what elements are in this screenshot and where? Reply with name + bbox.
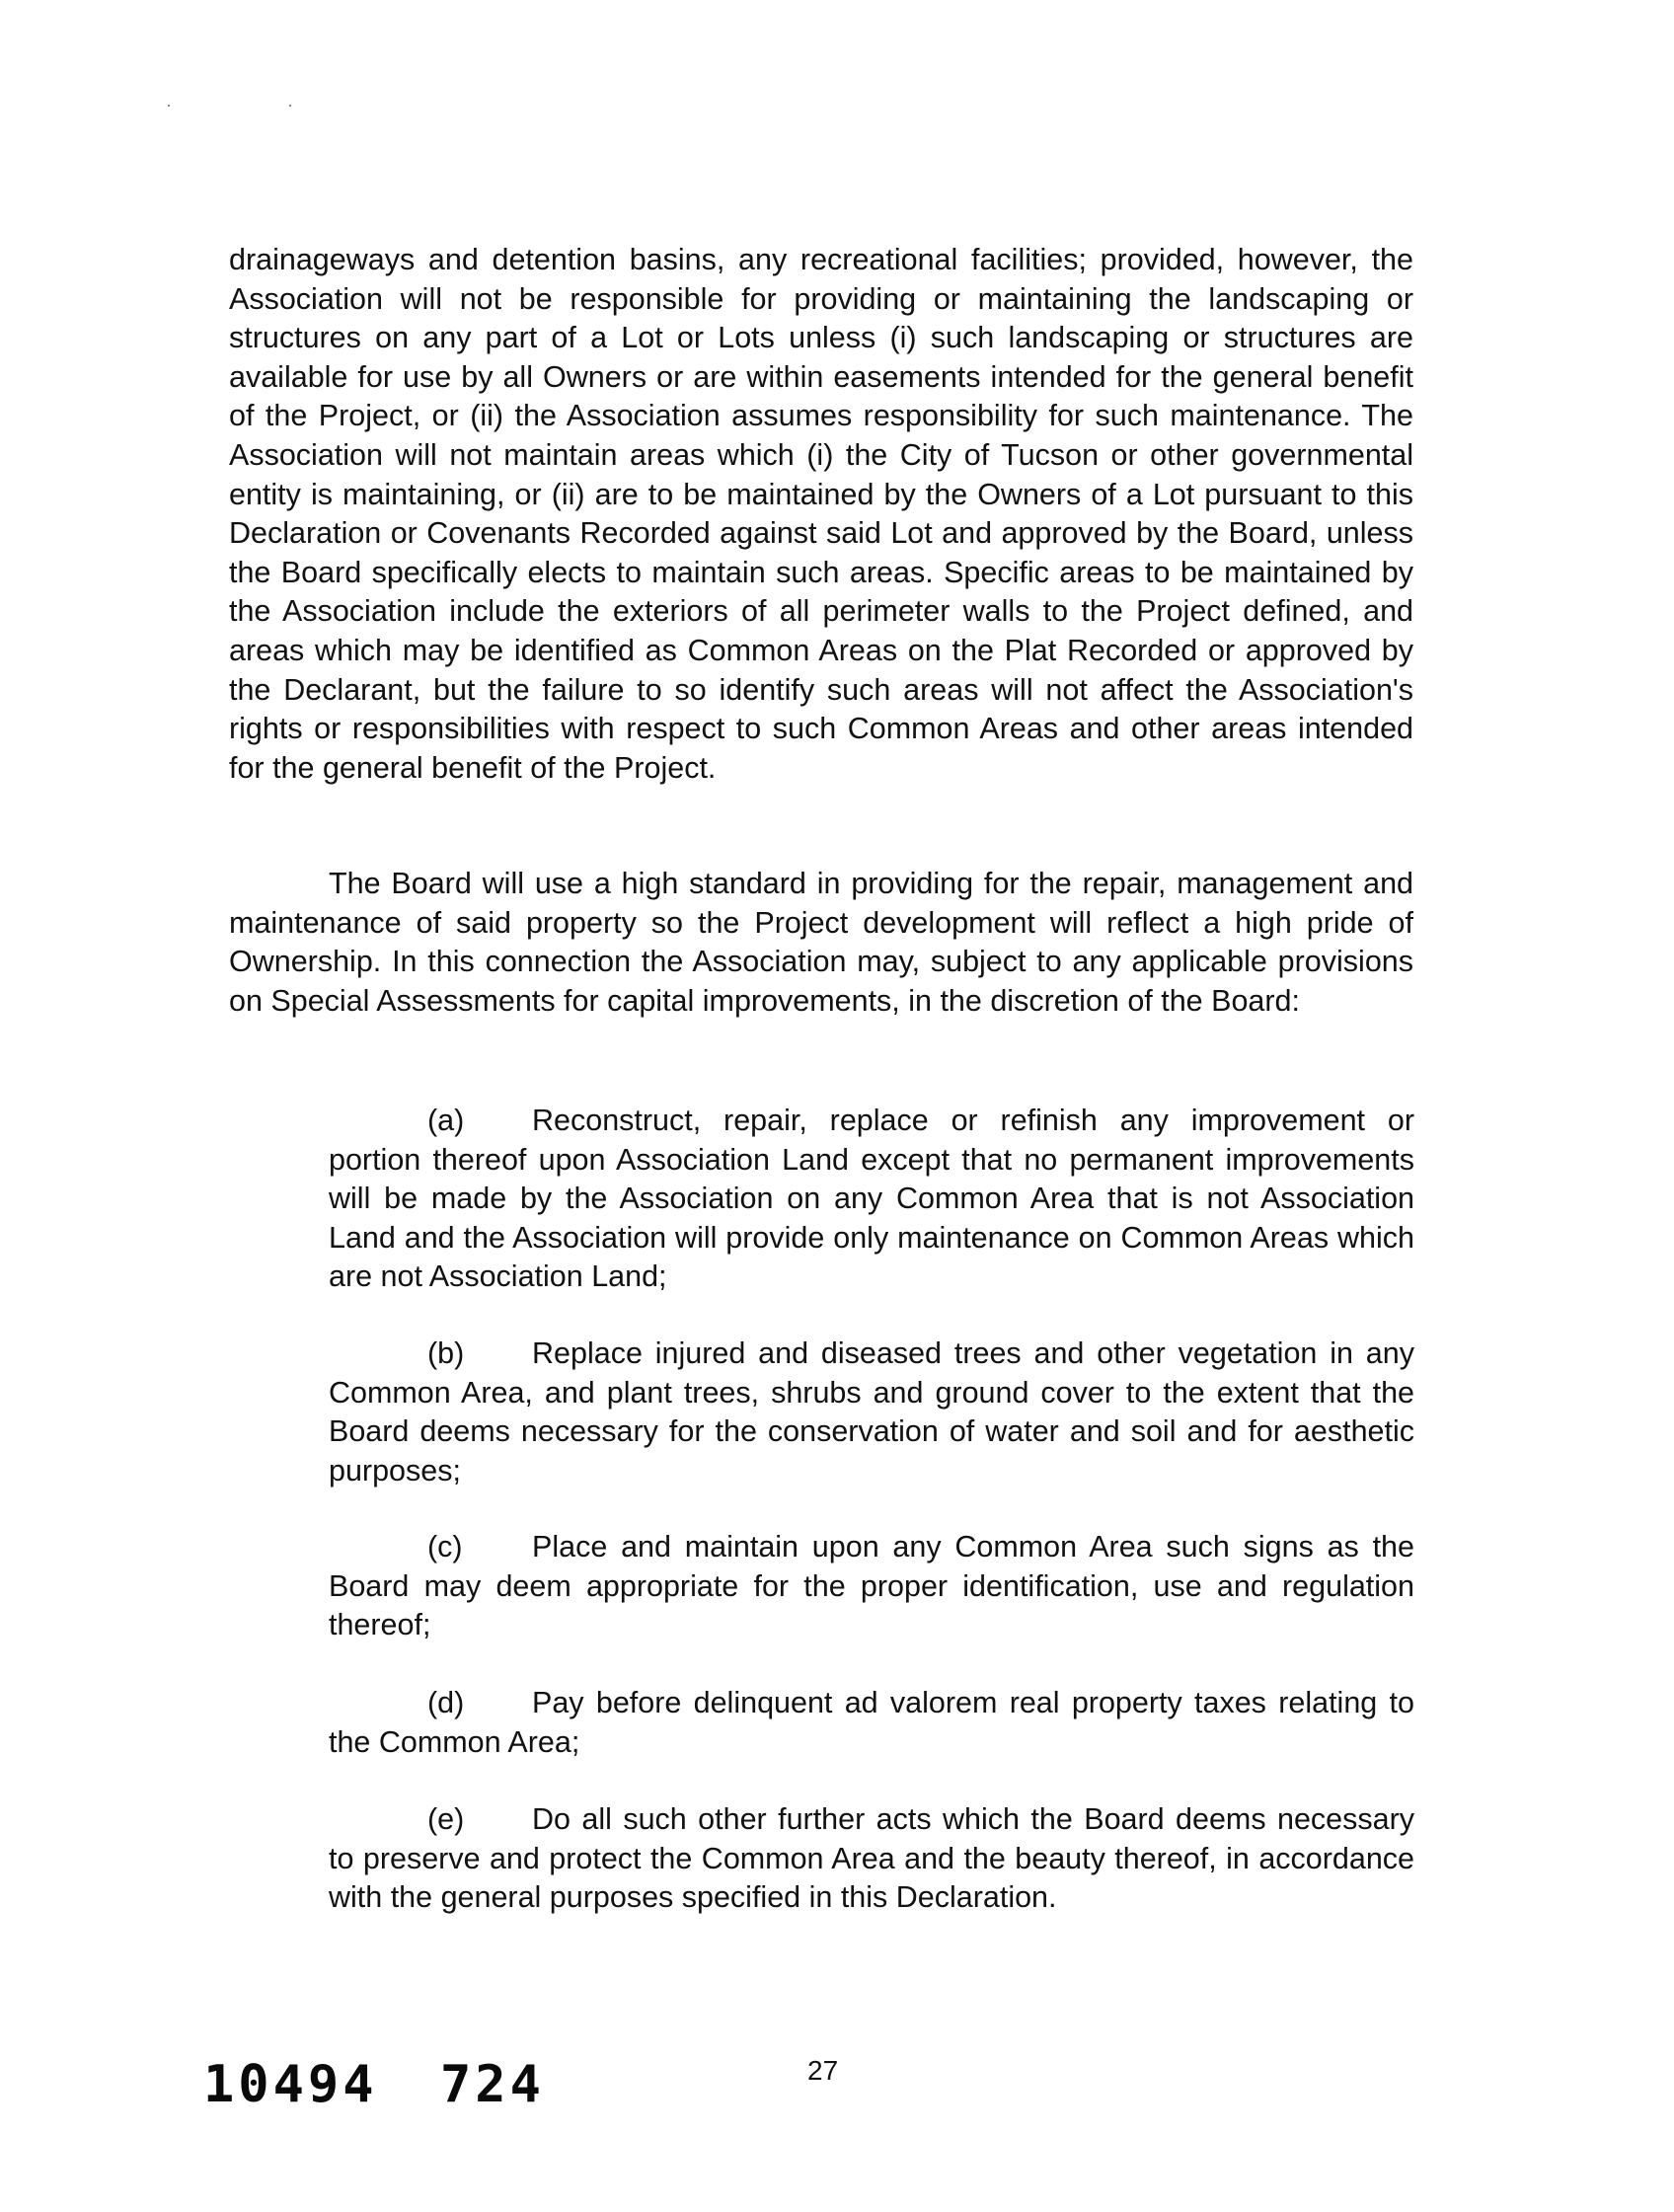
list-item-b: [329, 1335, 1414, 1490]
list-item-a: [329, 1102, 1414, 1297]
recording-page-number: 724: [440, 2055, 545, 2114]
scan-specks: · ·: [166, 95, 348, 114]
list-item-text: Pay before delinquent ad valorem real property taxes relating to the Common Area;: [329, 1686, 1414, 1759]
list-item-c: [329, 1528, 1414, 1645]
board-standard-paragraph: The Board will use a high standard in providing for the repair, management and maintenance of said property so the Project development will reflect a high pride of Ownership. In this connection the Association may, subject to any applicable provisions on Special Assessments for capital improvements, in the discretion of the Board:: [229, 867, 1413, 1018]
list-item-label: (b): [427, 1336, 465, 1370]
recording-book-number: 10494: [203, 2055, 378, 2114]
list-item-text: Replace injured and diseased trees and other vegetation in any Common Area, and plant trees, shrubs and ground cover to the extent that the Board deems necessary for the conservation of water and soil and for aesthetic purposes;: [329, 1336, 1414, 1487]
page-number: 27: [807, 2055, 839, 2086]
list-item-label: (d): [427, 1686, 465, 1719]
list-item-text: Do all such other further acts which the Board deems necessary to preserve and protect the Common Area and the beauty thereof, in accordance with the general purposes specified in this Declaration.: [329, 1802, 1414, 1915]
continuation-paragraph: drainageways and detention basins, any recreational facilities; provided, however, the Association will not be responsible for providing or maintaining the landscaping or structures on any part of a Lot or Lots unless (i) such landscaping or structures are available for use by all Owners or are within easements intended for the general benefit of the Project, or (ii) the Association assumes responsibility for such maintenance. The Association will not maintain areas which (i) the City of Tucson or other governmental entity is maintaining, or (ii) are to be maintained by the Owners of a Lot pursuant to this Declaration or Covenants Recorded against said Lot and approved by the Board, unless the Board specifically elects to maintain such areas. Specific areas to be maintained by the Association include the exteriors of all perimeter walls to the Project defined, and areas which may be identified as Common Areas on the Plat Recorded or approved by the Declarant, but the failure to so identify such areas will not affect the Association's rights or responsibilities with respect to such Common Areas and other areas intended for the general benefit of the Project.: [229, 243, 1413, 785]
list-item-d: [329, 1684, 1414, 1762]
list-item-label: (a): [427, 1104, 465, 1137]
list-item-text: Reconstruct, repair, replace or refinish any improvement or portion thereof upon Association Land except that no permanent improvements will be made by the Association on any Common Area that is not Association Land and the Association will provide only maintenance on Common Areas which are not Association Land;: [329, 1104, 1414, 1294]
list-item-label: (c): [427, 1530, 463, 1564]
list-item-label: (e): [427, 1802, 465, 1836]
list-item-text: Place and maintain upon any Common Area such signs as the Board may deem appropriate for the proper identification, use and regulation thereof;: [329, 1530, 1414, 1642]
list-item-e: [329, 1800, 1414, 1918]
